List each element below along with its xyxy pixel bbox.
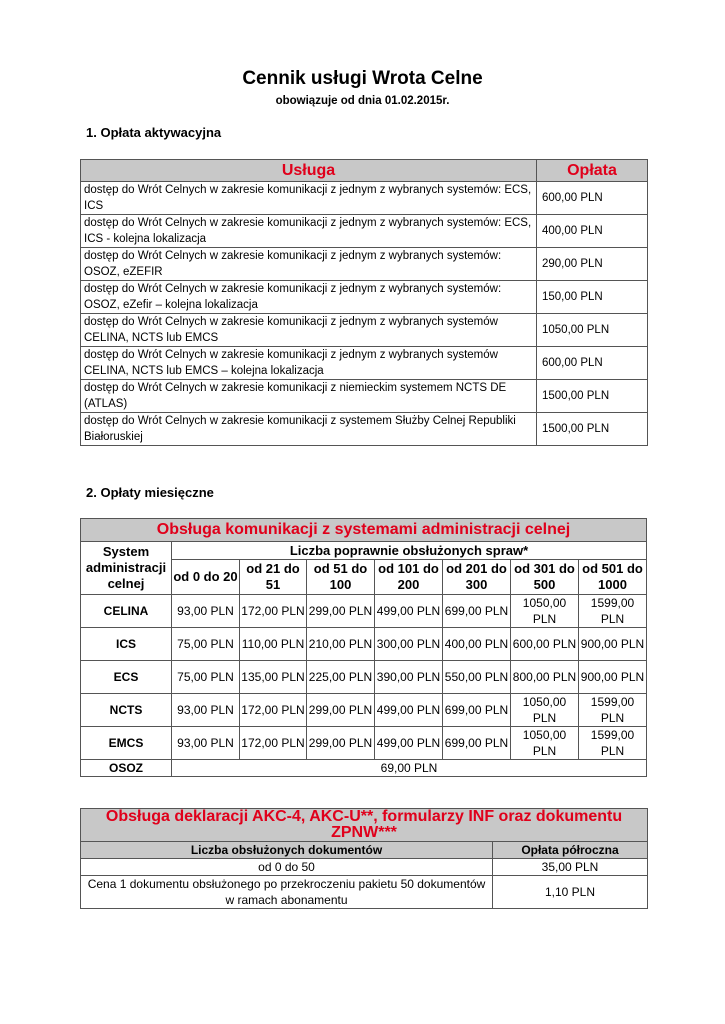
price-cell: 499,00 PLN: [375, 694, 443, 727]
service-cell: dostęp do Wrót Celnych w zakresie komunikacji z systemem Służby Celnej Republiki Białoruskiej: [81, 413, 537, 446]
price-cell: 699,00 PLN: [443, 694, 511, 727]
service-cell: dostęp do Wrót Celnych w zakresie komunikacji z jednym z wybranych systemów: OSOZ, eZEFIR: [81, 248, 537, 281]
price-cell: 699,00 PLN: [443, 727, 511, 760]
price-cell: 400,00 PLN: [443, 628, 511, 661]
range-header: od 501 do 1000: [579, 560, 647, 595]
system-name: ECS: [81, 661, 172, 694]
osoz-price: 69,00 PLN: [172, 760, 647, 777]
price-cell: 135,00 PLN: [240, 661, 307, 694]
declaration-table-title: Obsługa deklaracji AKC-4, AKC-U**, formularzy INF oraz dokumentu ZPNW***: [81, 809, 648, 842]
half-year-fee-cell: 35,00 PLN: [493, 859, 648, 876]
service-cell: dostęp do Wrót Celnych w zakresie komunikacji z jednym z wybranych systemów CELINA, NCTS lub EMCS: [81, 314, 537, 347]
price-cell: 699,00 PLN: [443, 595, 511, 628]
price-cell: 172,00 PLN: [240, 595, 307, 628]
range-header: od 51 do 100: [307, 560, 375, 595]
system-name: ICS: [81, 628, 172, 661]
table-row: [81, 182, 648, 215]
price-cell: 299,00 PLN: [307, 694, 375, 727]
activation-fee-table: [80, 159, 648, 446]
fee-cell: 600,00 PLN: [537, 347, 648, 380]
price-cell: 75,00 PLN: [172, 628, 240, 661]
price-cell: 1599,00 PLN: [579, 694, 647, 727]
price-cell: 210,00 PLN: [307, 628, 375, 661]
service-cell: dostęp do Wrót Celnych w zakresie komunikacji z jednym z wybranych systemów: ECS, ICS: [81, 182, 537, 215]
fee-cell: 150,00 PLN: [537, 281, 648, 314]
table-row: [81, 876, 648, 909]
price-cell: 1050,00 PLN: [511, 694, 579, 727]
column-header-half-year-fee: Opłata półroczna: [493, 842, 648, 859]
price-cell: 110,00 PLN: [240, 628, 307, 661]
price-cell: 390,00 PLN: [375, 661, 443, 694]
service-cell: dostęp do Wrót Celnych w zakresie komunikacji z niemieckim systemem NCTS DE (ATLAS): [81, 380, 537, 413]
price-cell: 800,00 PLN: [511, 661, 579, 694]
price-cell: 299,00 PLN: [307, 595, 375, 628]
range-header: od 201 do 300: [443, 560, 511, 595]
count-header: Liczba poprawnie obsłużonych spraw*: [172, 542, 647, 560]
table-row: [81, 595, 647, 628]
table-row: [81, 727, 647, 760]
price-cell: 550,00 PLN: [443, 661, 511, 694]
monthly-table-title: Obsługa komunikacji z systemami administracji celnej: [81, 519, 647, 542]
price-cell: 93,00 PLN: [172, 694, 240, 727]
price-cell: 1599,00 PLN: [579, 727, 647, 760]
fee-cell: 600,00 PLN: [537, 182, 648, 215]
range-header: od 21 do 51: [240, 560, 307, 595]
table-row: [81, 413, 648, 446]
range-header: od 101 do 200: [375, 560, 443, 595]
system-name: NCTS: [81, 694, 172, 727]
column-header-doc-count: Liczba obsłużonych dokumentów: [81, 842, 493, 859]
system-name: OSOZ: [81, 760, 172, 777]
price-cell: 1599,00 PLN: [579, 595, 647, 628]
range-header: od 0 do 20: [172, 560, 240, 595]
table-row: [81, 281, 648, 314]
table-row: [81, 859, 648, 876]
fee-cell: 1500,00 PLN: [537, 413, 648, 446]
half-year-fee-cell: 1,10 PLN: [493, 876, 648, 909]
price-cell: 900,00 PLN: [579, 628, 647, 661]
table-row: [81, 314, 648, 347]
system-header: System administracji celnej: [81, 542, 172, 595]
doc-count-cell: od 0 do 50: [81, 859, 493, 876]
column-header-fee: Opłata: [537, 160, 648, 182]
table-row: [81, 347, 648, 380]
doc-count-cell: Cena 1 dokumentu obsłużonego po przekroczeniu pakietu 50 dokumentów w ramach abonamentu: [81, 876, 493, 909]
table-row: [81, 694, 647, 727]
section-heading-activation: 1. Opłata aktywacyjna: [86, 125, 222, 140]
price-cell: 93,00 PLN: [172, 595, 240, 628]
table-row: [81, 380, 648, 413]
price-cell: 900,00 PLN: [579, 661, 647, 694]
service-cell: dostęp do Wrót Celnych w zakresie komunikacji z jednym z wybranych systemów: OSOZ, eZefir – kolejna lokalizacja: [81, 281, 537, 314]
declaration-fee-table: [80, 808, 648, 909]
price-cell: 172,00 PLN: [240, 694, 307, 727]
fee-cell: 1050,00 PLN: [537, 314, 648, 347]
price-cell: 499,00 PLN: [375, 595, 443, 628]
section-heading-monthly: 2. Opłaty miesięczne: [86, 485, 214, 500]
price-cell: 93,00 PLN: [172, 727, 240, 760]
fee-cell: 400,00 PLN: [537, 215, 648, 248]
column-header-service: Usługa: [81, 160, 537, 182]
monthly-fee-table: [80, 518, 647, 777]
fee-cell: 1500,00 PLN: [537, 380, 648, 413]
price-cell: 1050,00 PLN: [511, 595, 579, 628]
price-cell: 1050,00 PLN: [511, 727, 579, 760]
price-cell: 499,00 PLN: [375, 727, 443, 760]
system-name: EMCS: [81, 727, 172, 760]
price-cell: 600,00 PLN: [511, 628, 579, 661]
page-subtitle: obowiązuje od dnia 01.02.2015r.: [275, 95, 450, 107]
price-cell: 172,00 PLN: [240, 727, 307, 760]
price-cell: 225,00 PLN: [307, 661, 375, 694]
service-cell: dostęp do Wrót Celnych w zakresie komunikacji z jednym z wybranych systemów CELINA, NCTS lub EMCS – kolejna lokalizacja: [81, 347, 537, 380]
page-title: Cennik usługi Wrota Celne: [242, 68, 483, 89]
service-cell: dostęp do Wrót Celnych w zakresie komunikacji z jednym z wybranych systemów: ECS, ICS - kolejna lokalizacja: [81, 215, 537, 248]
price-cell: 299,00 PLN: [307, 727, 375, 760]
table-row: [81, 661, 647, 694]
table-row: [81, 215, 648, 248]
price-cell: 75,00 PLN: [172, 661, 240, 694]
fee-cell: 290,00 PLN: [537, 248, 648, 281]
range-header: od 301 do 500: [511, 560, 579, 595]
price-cell: 300,00 PLN: [375, 628, 443, 661]
system-name: CELINA: [81, 595, 172, 628]
table-row: [81, 628, 647, 661]
table-row: [81, 248, 648, 281]
